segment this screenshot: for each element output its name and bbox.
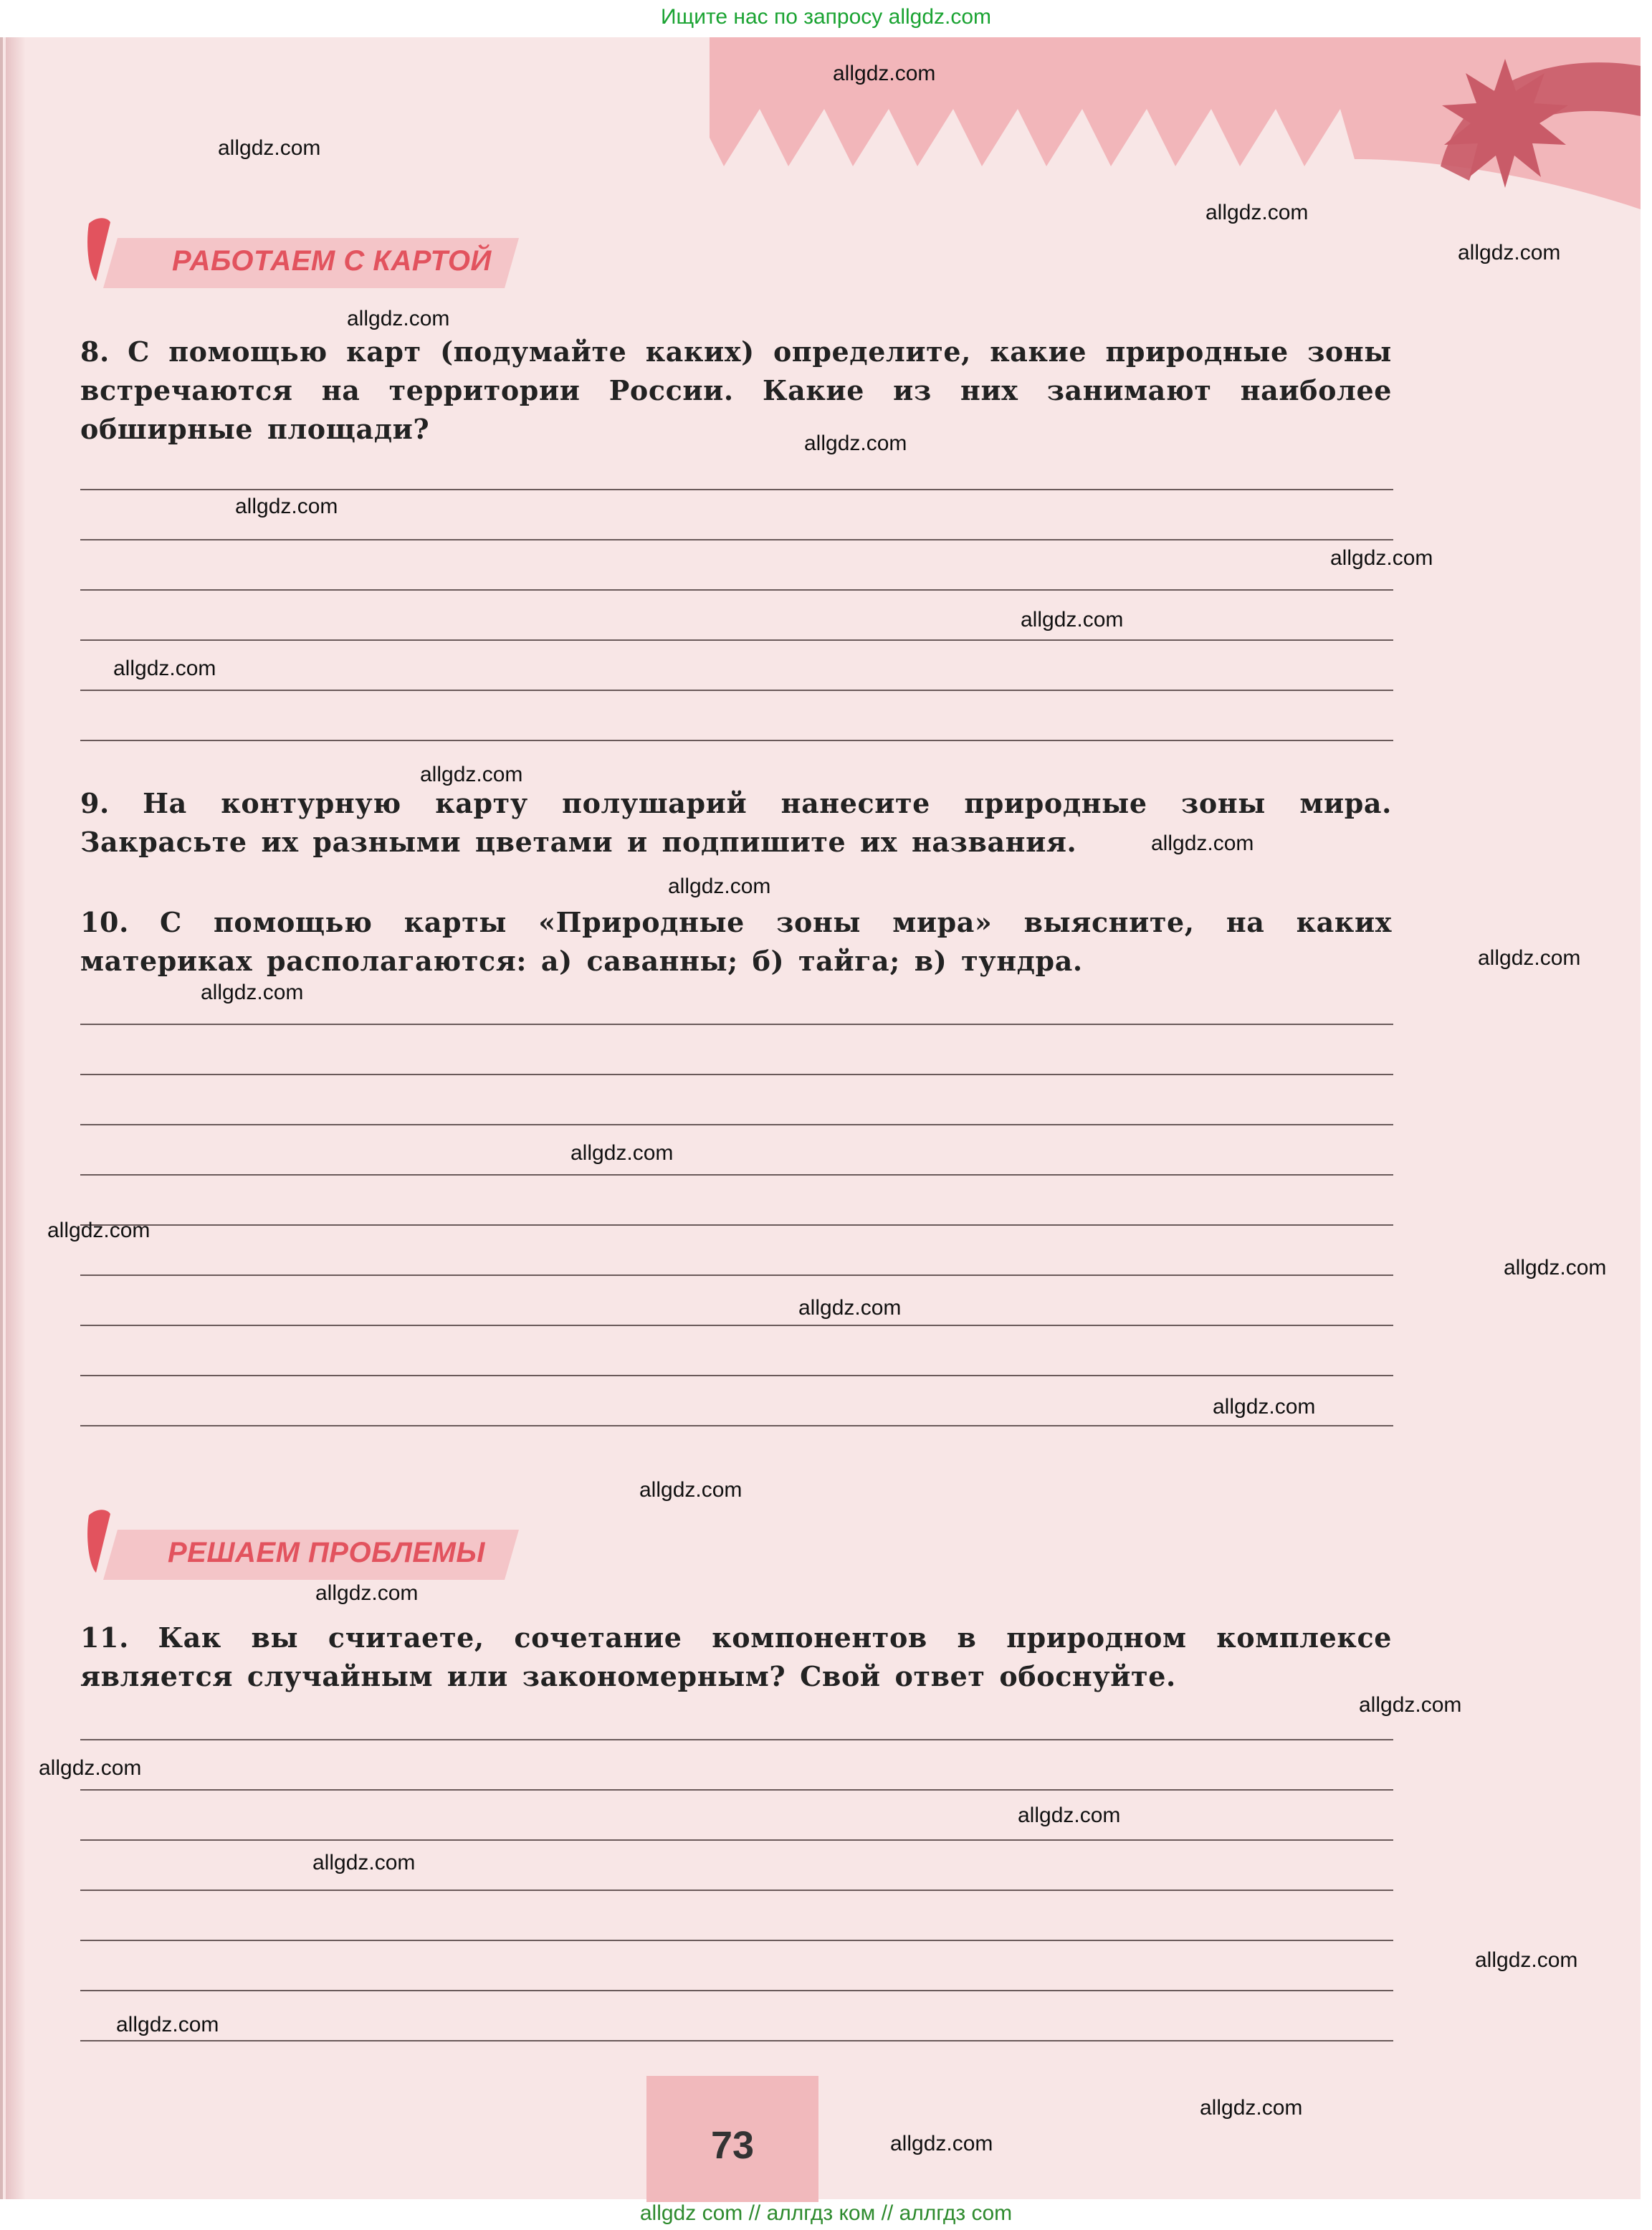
answer-line[interactable] [80, 1425, 1393, 1426]
watermark[interactable]: allgdz.com [218, 136, 321, 160]
watermark[interactable]: allgdz.com [1330, 546, 1433, 570]
watermark[interactable]: allgdz.com [1151, 832, 1254, 855]
answer-line[interactable] [80, 1274, 1393, 1276]
watermark[interactable]: allgdz.com [1213, 1395, 1316, 1419]
answer-line[interactable] [80, 639, 1393, 641]
watermark[interactable]: allgdz.com [833, 62, 936, 85]
answer-line[interactable] [80, 1739, 1393, 1740]
answer-line[interactable] [80, 489, 1393, 490]
watermark[interactable]: allgdz.com [804, 432, 907, 455]
watermark[interactable]: allgdz.com [347, 307, 450, 330]
bottom-banner[interactable]: allgdz com // аллгдз ком // аллгдз com [639, 2201, 1013, 2225]
task-number: 11. [80, 1621, 129, 1654]
answer-line[interactable] [80, 1124, 1393, 1125]
answer-line[interactable] [80, 1074, 1393, 1075]
answer-line[interactable] [80, 1174, 1393, 1176]
section-title-map: РАБОТАЕМ С КАРТОЙ [172, 245, 492, 277]
watermark[interactable]: allgdz.com [201, 981, 304, 1004]
watermark[interactable]: allgdz.com [1475, 1948, 1578, 1972]
watermark[interactable]: allgdz.com [1200, 2096, 1303, 2120]
answer-line[interactable] [80, 1024, 1393, 1025]
task-text: Как вы считаете, сочетание компонентов в природном комплексе является случайным или закономерным? Свой ответ обоснуйте. [80, 1621, 1392, 1692]
watermark[interactable]: allgdz.com [570, 1141, 674, 1165]
watermark[interactable]: allgdz.com [1504, 1256, 1607, 1280]
page-binding-shadow [6, 37, 26, 2199]
watermark[interactable]: allgdz.com [235, 495, 338, 518]
watermark[interactable]: allgdz.com [312, 1851, 416, 1874]
answer-line[interactable] [80, 539, 1393, 540]
answer-line[interactable] [80, 1839, 1393, 1841]
watermark[interactable]: allgdz.com [113, 657, 216, 680]
watermark[interactable]: allgdz.com [420, 763, 523, 786]
answer-line[interactable] [80, 589, 1393, 591]
answer-line[interactable] [80, 690, 1393, 691]
task-8 [80, 333, 1392, 449]
task-11 [80, 1619, 1392, 1696]
watermark[interactable]: allgdz.com [315, 1581, 419, 1605]
watermark[interactable]: allgdz.com [1018, 1803, 1121, 1827]
task-text: На контурную карту полушарий нанесите природные зоны мира. Закрасьте их разными цветами и подпишите их названия. [80, 787, 1392, 858]
watermark[interactable]: allgdz.com [890, 2132, 993, 2155]
watermark[interactable]: allgdz.com [1359, 1693, 1462, 1717]
watermark[interactable]: allgdz.com [1458, 241, 1561, 265]
task-number: 9. [80, 787, 110, 819]
section-header-map [75, 209, 533, 288]
answer-line[interactable] [80, 1990, 1393, 1991]
watermark[interactable]: allgdz.com [798, 1296, 902, 1320]
page-number: 73 [710, 2124, 755, 2167]
task-10 [80, 903, 1392, 981]
answer-line[interactable] [80, 2040, 1393, 2041]
answer-line[interactable] [80, 1224, 1393, 1226]
watermark[interactable]: allgdz.com [47, 1219, 151, 1242]
answer-line[interactable] [80, 1890, 1393, 1891]
workbook-page [0, 37, 1641, 2199]
answer-line[interactable] [80, 1375, 1393, 1376]
watermark[interactable]: allgdz.com [1478, 946, 1581, 970]
section-title-problems: РЕШАЕМ ПРОБЛЕМЫ [168, 1537, 485, 1568]
answer-line[interactable] [80, 1940, 1393, 1941]
task-text: С помощью карты «Природные зоны мира» выясните, на каких материках располагаются: а) саванны; б) тайга; в) тундра. [80, 906, 1392, 977]
top-banner[interactable]: Ищите нас по запросу allgdz.com [660, 5, 992, 29]
watermark[interactable]: allgdz.com [116, 2013, 219, 2036]
task-text: С помощью карт (подумайте каких) определите, какие природные зоны встречаются на территории России. Какие из них занимают наиболее обширные площади? [80, 335, 1392, 445]
answer-line[interactable] [80, 740, 1393, 741]
watermark[interactable]: allgdz.com [1021, 608, 1124, 632]
section-header-problems [75, 1501, 533, 1580]
watermark[interactable]: allgdz.com [668, 875, 771, 898]
task-number: 10. [80, 906, 129, 938]
task-number: 8. [80, 335, 110, 368]
answer-line[interactable] [80, 1325, 1393, 1326]
watermark[interactable]: allgdz.com [639, 1478, 743, 1502]
answer-line[interactable] [80, 1789, 1393, 1791]
watermark[interactable]: allgdz.com [39, 1756, 142, 1780]
watermark[interactable]: allgdz.com [1205, 201, 1309, 224]
